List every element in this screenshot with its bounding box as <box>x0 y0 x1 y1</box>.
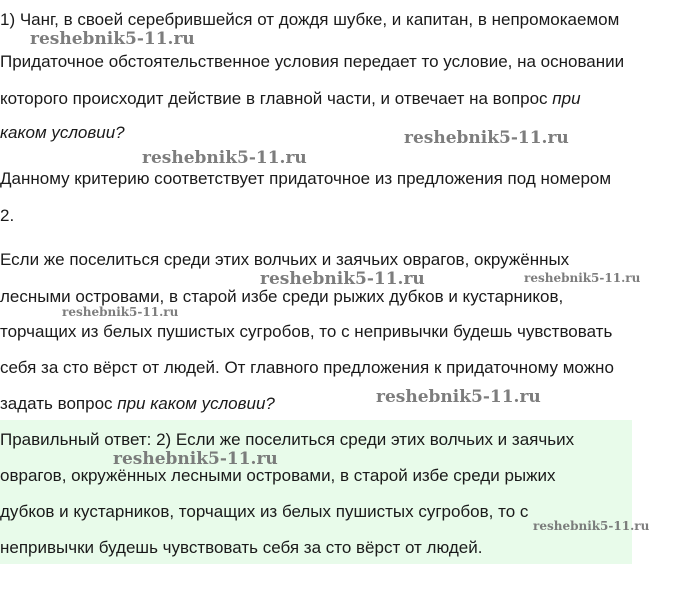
explanation-line-2 <box>0 88 581 110</box>
sentence-line-1: Если же поселиться среди этих волчьих и заячьих оврагов, окружённых <box>0 250 570 269</box>
example-sentence: 1) Чанг, в своей серебрившейся от дождя шубке, и капитан, в непромокаемом <box>0 10 620 29</box>
explanation-line-4: Данному критерию соответствует придаточное из предложения под номером <box>0 169 612 188</box>
answer-line-3: дубков и кустарников, торчащих из белых пушистых сугробов, то с <box>0 502 529 521</box>
watermark: reshebnik5-11.ru <box>142 148 307 168</box>
watermark: reshebnik5-11.ru <box>524 271 641 285</box>
explanation-question-part-2: каком условии? <box>0 123 125 142</box>
answer-line-1: Правильный ответ: 2) Если же поселиться среди этих волчьих и заячьих <box>0 430 575 449</box>
answer-line-4: непривычки будешь чувствовать себя за сто вёрст от людей. <box>0 538 483 557</box>
sentence-line-2: лесными островами, в старой избе среди рыжих дубков и кустарников, <box>0 287 564 306</box>
watermark: reshebnik5-11.ru <box>30 29 195 49</box>
explanation-line-2-text: которого происходит действие в главной части, и отвечает на вопрос <box>0 89 553 108</box>
answer-line-2: оврагов, окружённых лесными островами, в старой избе среди рыжих <box>0 466 556 485</box>
explanation-line-1: Придаточное обстоятельственное условия передает то условие, на основании <box>0 52 625 71</box>
watermark: reshebnik5-11.ru <box>404 128 569 148</box>
sentence-line-5 <box>0 393 275 415</box>
sentence-line-5-text: задать вопрос <box>0 394 118 413</box>
watermark: reshebnik5-11.ru <box>62 305 179 319</box>
sentence-question: при каком условии? <box>117 394 275 413</box>
watermark: reshebnik5-11.ru <box>533 519 650 533</box>
sentence-line-4: себя за сто вёрст от людей. От главного предложения к придаточному можно <box>0 358 614 377</box>
watermark: reshebnik5-11.ru <box>376 387 541 407</box>
explanation-question-part-1: при <box>552 89 581 108</box>
sentence-line-3: торчащих из белых пушистых сугробов, то с непривычки будешь чувствовать <box>0 322 613 341</box>
explanation-line-5: 2. <box>0 206 15 225</box>
watermark: reshebnik5-11.ru <box>260 269 425 289</box>
watermark: reshebnik5-11.ru <box>113 449 278 469</box>
